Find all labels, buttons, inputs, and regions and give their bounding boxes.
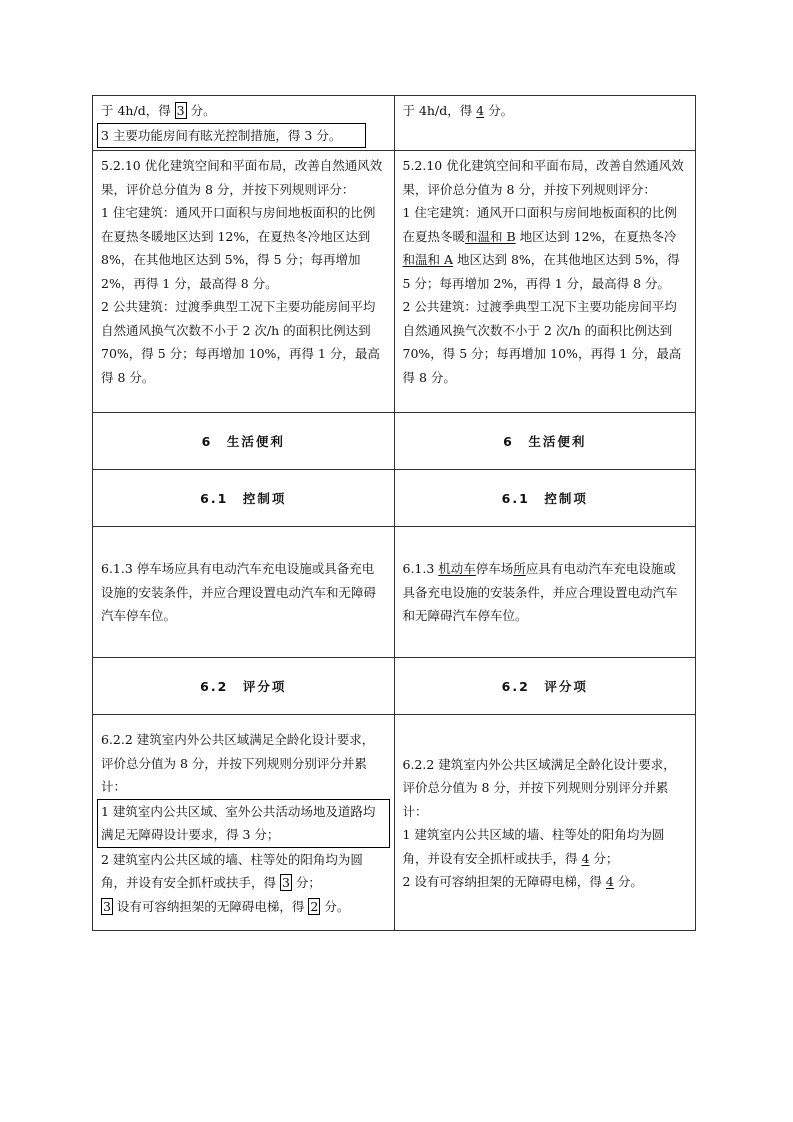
paragraph: 6.1.3 机动车停车场所应具有电动汽车充电设施或具备充电设施的安装条件，并应合理设置电动汽车和无障碍汽车停车位。 [402,561,678,624]
boxed-number: 3 [281,875,290,890]
boxed-number: 3 [176,103,185,118]
table-row [93,658,696,715]
underlined-number: 4 [476,103,485,118]
paragraph: 2 公共建筑：过渡季典型工况下主要功能房间平均自然通风换气次数不小于 2 次/h 的面积比例达到 70%，得 5 分；每再增加 10%，再得 1 分，最高得 8 分。 [101,299,380,385]
section-heading: 6.2 评分项 [93,658,395,715]
left-cell [93,96,395,151]
section-heading: 6.1 控制项 [93,470,395,527]
paragraph: 5.2.10 优化建筑空间和平面布局，改善自然通风效果，评价总分值为 8 分，并按下列规则评分： [101,158,383,197]
right-cell [394,151,696,413]
paragraph: 2 设有可容纳担架的无障碍电梯，得 4 分。 [402,874,643,889]
underlined-text: 和温和 A [402,252,454,267]
section-heading: 6.1 控制项 [394,470,696,527]
paragraph: 于 4h/d，得 4 分。 [402,103,514,118]
table-row [93,151,696,413]
left-cell [93,527,395,658]
paragraph: 1 建筑室内公共区域的墙、柱等处的阳角均为圆角，并设有安全抓杆或扶手，得 4 分； [402,827,665,866]
underlined-text: 所 [513,561,526,577]
right-cell [394,96,696,151]
table-row [93,715,696,931]
section-heading: 6.2 评分项 [394,658,696,715]
paragraph: 5.2.10 优化建筑空间和平面布局，改善自然通风效果，评价总分值为 8 分，并按下列规则评分： [402,158,684,197]
table-row [93,96,696,151]
left-cell [93,715,395,931]
paragraph: 于 4h/d，得 3 分。 [101,103,216,118]
boxed-paragraph: 1 建筑室内公共区域、室外公共活动场地及道路均满足无障碍设计要求，得 3 分； [97,799,390,848]
right-cell [394,715,696,931]
paragraph: 6.2.2 建筑室内外公共区域满足全龄化设计要求，评价总分值为 8 分，并按下列规则分别评分并累计： [402,756,676,819]
left-cell [93,151,395,413]
boxed-paragraph: 3 主要功能房间有眩光控制措施，得 3 分。 [97,123,366,149]
paragraph: 2 公共建筑：过渡季典型工况下主要功能房间平均自然通风换气次数不小于 2 次/h 的面积比例达到 70%，得 5 分；每再增加 10%，再得 1 分，最高得 8 分。 [402,299,682,385]
table-row [93,413,696,470]
boxed-number: 2 [310,898,319,914]
table-row [93,527,696,658]
paragraph: 2 建筑室内公共区域的墙、柱等处的阳角均为圆角，并设有安全抓杆或扶手，得 3 分； [101,851,363,890]
underlined-text: 和温和 B [465,228,516,244]
paragraph: 3 设有可容纳担架的无障碍电梯，得 2 分。 [103,898,350,914]
underlined-number: 4 [581,850,590,866]
paragraph: 6.2.2 建筑室内外公共区域满足全龄化设计要求，评价总分值为 8 分，并按下列规则分别评分并累计： [101,732,375,794]
underlined-number: 4 [605,874,614,889]
chapter-heading: 6 生活便利 [93,413,395,470]
underlined-text: 机动车 [438,561,476,577]
comparison-table [92,95,696,931]
paragraph: 1 住宅建筑：通风开口面积与房间地板面积的比例在夏热冬暖和温和 B 地区达到 12%，在夏热冬冷和温和 A 地区达到 8%，在其他地区达到 5%，得 5 分；每再增加 2%，再得 1 分，最高得 8 分。 [402,205,680,291]
paragraph: 1 住宅建筑：通风开口面积与房间地板面积的比例在夏热冬暖地区达到 12%，在夏热冬冷地区达到 8%，在其他地区达到 5%，得 5 分；每再增加 2%，再得 1 分，最高得 8 分。 [101,205,376,291]
chapter-heading: 6 生活便利 [394,413,696,470]
table-row [93,470,696,527]
paragraph: 6.1.3 停车场应具有电动汽车充电设施或具备充电设施的安装条件，并应合理设置电动汽车和无障碍汽车停车位。 [101,561,377,624]
right-cell [394,527,696,658]
boxed-number: 3 [103,898,111,914]
